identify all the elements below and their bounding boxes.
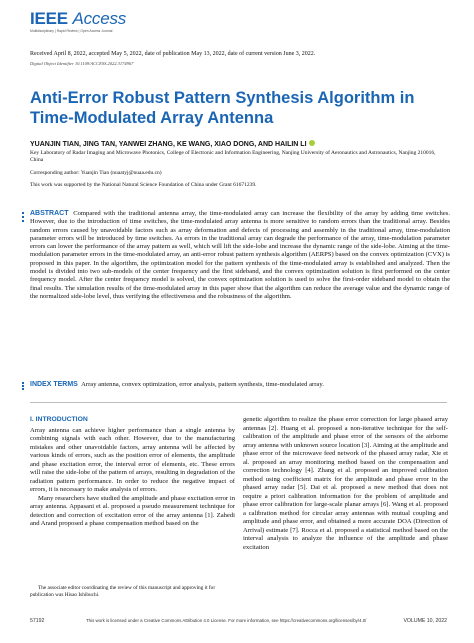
- logo-access: Access: [72, 9, 127, 28]
- received-dates: Received April 8, 2022, accepted May 5, 2022, date of publication May 13, 2022, date of current version June 3, 2022.: [30, 51, 316, 57]
- divider: [30, 402, 447, 403]
- index-marker-icon: [20, 381, 25, 391]
- abstract-text: Compared with the traditional antenna array, the time-modulated array can increase the flexibility of the array by adding time switches. However, due to the introduction of time switches, the time-modulated array antenna is more sensitive to random errors than the traditional array. Besides random errors caused by unavoidable factors such as array deformation and defects of processing and assembly in the traditional array, time-modulation parameter errors will be introduced by time switches. As errors in the traditional array can degrade the performance of the array, time-modulation parameter errors can lower the performance of the array pattern as well, which will lift the side-lobe and increase the dynamic range of the side-lobe. Aiming at the time-modulation parameter errors in the time-modulated array, an anti-error robust pattern synthesis algorithm (AERPS) based on the convex optimization (CVX) is proposed in this paper. In the algorithm, the optimization model for the pattern synthesis of the time-modulated array is established and analyzed. Then the model is divided into two sub-models of the center frequency and the first sideband, and the convex optimization solution is first performed on the center frequency model. After the center frequency model is solved, the convex optimization solution is used to solve the first-order sideband model to obtain the final results. The simulation results of the time-modulated array in this paper show that the algorithm can reduce the average value and the dynamic range of the normalized side-lobe level, thus verifying the effectiveness and the robustness of the algorithm.: [30, 210, 450, 300]
- abstract-label: ABSTRACT: [30, 210, 69, 217]
- section-heading: I. INTRODUCTION: [30, 416, 88, 423]
- intro-paragraph-2: Many researchers have studied the amplitude and phase excitation error in array antenna. Appasani et al. proposed a pseudo measurement technique for detection and correction of excitation error of the array antenna [1]. Zahedi and Arand proposed a phase compensation method based on the: [30, 494, 235, 527]
- affiliation: Key Laboratory of Radar Imaging and Microwave Photonics, College of Electronic and Information Engineering, Nanjing University of Aeronautics and Astronautics, Nanjing 210016, China: [30, 150, 436, 163]
- corresponding-author: Corresponding author: Yuanjin Tian (nuaatyj@nuaa.edu.cn): [30, 170, 162, 176]
- left-column: [30, 416, 235, 529]
- index-terms-text: Array antenna, convex optimization, error analysis, pattern synthesis, time-modulated array.: [81, 381, 324, 388]
- journal-logo: [30, 10, 126, 33]
- volume: VOLUME 10, 2022: [403, 618, 447, 624]
- paper-title: Anti-Error Robust Pattern Synthesis Algorithm in Time-Modulated Array Antenna: [30, 89, 415, 127]
- index-terms: [30, 381, 450, 389]
- author-list: [30, 140, 450, 149]
- license-text[interactable]: This work is licensed under a Creative Commons Attribution 4.0 License. For more information, see https://creativecommons.org/licenses/by/4.0/: [86, 618, 367, 623]
- intro-paragraph-right: genetic algorithm to realize the phase error correction for large phased array antennas [2]. Huang et al. proposed a non-iterative technique for the self-calibration of the amplitude and phase error of the sensors of the airborne array antenna with unknown source location [3]. Aiming at the amplitude and phase error of the microwave feed network of the phased array radar, Xie et al. proposed an array monitoring method based on the compensation and correction technology [4]. Zhang et al. proposed an improved calibration method using coefficient matrix for the amplitude and phase error in the phased array radar [5]. Dai et al. proposed a new method that does not require a priori calibration information for the problem of amplitude and phase error calibration for large-scale planar arrays [6]. Wang et al. proposed a calibration method for circular array antennas with mutual coupling and amplitude and phase error, and obtained a more accurate DOA (Direction of Arrival) estimate [7]. Rocca et al. proposed a statistical method based on the interval analysis to analyze the influence of the amplitude and phase excitation: [243, 416, 448, 551]
- intro-paragraph-1: Array antenna can achieve higher performance than a single antenna by combining signals with each other. However, due to the manufacturing mistakes and other unavoidable factors, array antenna will be affected by various kinds of errors, such as the position error of elements, the amplitude and phase excitation error, the interval error of elements, etc. These errors will raise the side-lobe of the pattern of arrays, resulting in degradation of the radiation pattern performance. In order to reduce the negative impact of errors, it is necessary to make analysis of errors.: [30, 426, 235, 493]
- doi[interactable]: Digital Object Identifier 10.1109/ACCESS.2022.3174967: [30, 61, 134, 66]
- journal-tagline: Multidisciplinary | Rapid Review | Open Access Journal: [30, 29, 113, 33]
- orcid-icon[interactable]: [309, 140, 315, 146]
- page-number: 57192: [30, 618, 45, 624]
- footnote: The associate editor coordinating the review of this manuscript and approving it for publication was Hisao Ishibuchi.: [30, 585, 216, 598]
- index-terms-label: INDEX TERMS: [30, 381, 78, 388]
- logo-ieee: IEEE: [30, 9, 68, 28]
- abstract-marker-icon: [20, 210, 25, 224]
- right-column: [243, 416, 448, 552]
- author-names: YUANJIN TIAN, JING TAN, YANWEI ZHANG, KE WANG, XIAO DONG, AND HAILIN LI: [30, 141, 307, 148]
- abstract: [30, 210, 450, 301]
- funding-note: This work was supported by the National Natural Science Foundation of China under Grant 61671239.: [30, 182, 257, 188]
